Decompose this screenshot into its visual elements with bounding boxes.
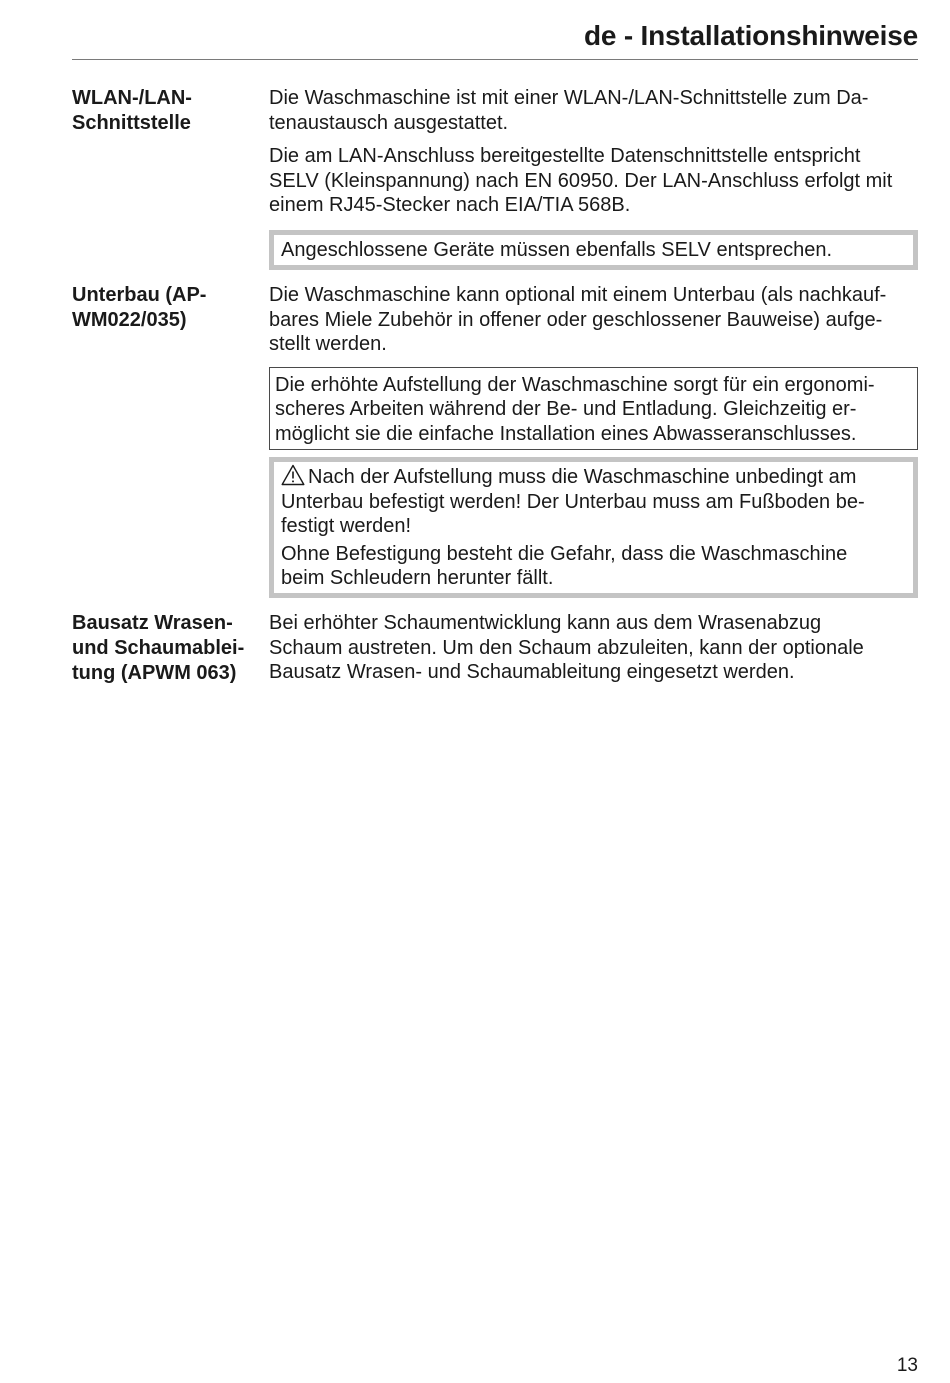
text-line: bares Miele Zubehör in offener oder geschlossener Bauweise) aufge- [269, 308, 883, 331]
section-label [72, 283, 262, 333]
text-line: einem RJ45-Stecker nach EIA/TIA 568B. [269, 194, 631, 216]
paragraph [269, 86, 918, 135]
page-header-title: de - Installationshinweise [584, 20, 918, 51]
warning-text-line: beim Schleudern herunter fällt. [281, 567, 554, 589]
section-body [269, 611, 918, 694]
warning-text-line: Ohne Befestigung besteht die Gefahr, dass die Waschmaschine [281, 542, 848, 565]
info-text-line: Die erhöhte Aufstellung der Waschmaschine sorgt für ein ergonomi- [275, 373, 875, 396]
paragraph [269, 283, 918, 357]
paragraph [269, 144, 918, 218]
text-line: Bei erhöhter Schaumentwicklung kann aus dem Wrasenabzug [269, 612, 822, 634]
label-line: Schnittstelle [72, 112, 191, 134]
label-line: WLAN-/LAN- [72, 87, 192, 109]
label-line: tung (APWM 063) [72, 662, 237, 684]
text-line: Bausatz Wrasen- und Schaumableitung eingesetzt werden. [269, 661, 795, 683]
label-line: und Schaumablei- [72, 637, 245, 659]
warning-text-line: Unterbau befestigt werden! Der Unterbau muss am Fußboden be- [281, 490, 865, 513]
text-line: Schaum austreten. Um den Schaum abzuleiten, kann der optionale [269, 636, 864, 659]
warning-text: Nach der Aufstellung muss die Waschmaschine unbedingt am [308, 466, 857, 488]
section-body [269, 283, 918, 598]
text-line: SELV (Kleinspannung) nach EN 60950. Der LAN-Anschluss erfolgt mit [269, 169, 893, 192]
text-line: Die am LAN-Anschluss bereitgestellte Datenschnittstelle entspricht [269, 145, 861, 167]
warning-triangle-icon [281, 464, 305, 486]
text-line: stellt werden. [269, 333, 387, 355]
section-label [72, 86, 262, 136]
label-line: WM022/035) [72, 309, 187, 331]
info-text-line: scheres Arbeiten während der Be- und Entladung. Gleichzeitig er- [275, 398, 857, 420]
info-box [269, 367, 918, 451]
text-line: Die Waschmaschine kann optional mit einem Unterbau (als nachkauf- [269, 284, 887, 306]
warning-box [269, 457, 918, 598]
section-body [269, 86, 918, 270]
text-line: Die Waschmaschine ist mit einer WLAN-/LAN-Schnittstelle zum Da- [269, 87, 869, 109]
page-number: 13 [896, 1355, 918, 1376]
header-divider [72, 59, 918, 60]
note-box [269, 230, 918, 271]
info-text-line: möglicht sie die einfache Installation eines Abwasseranschlusses. [275, 422, 857, 445]
warning-text-line: festigt werden! [281, 515, 412, 537]
note-text: Angeschlossene Geräte müssen ebenfalls SELV entsprechen. [281, 238, 833, 261]
section-label [72, 611, 262, 686]
label-line: Bausatz Wrasen- [72, 612, 233, 634]
label-line: Unterbau (AP- [72, 284, 207, 306]
paragraph [269, 611, 918, 685]
text-line: tenaustausch ausgestattet. [269, 111, 509, 134]
warning-text-line [281, 464, 905, 490]
